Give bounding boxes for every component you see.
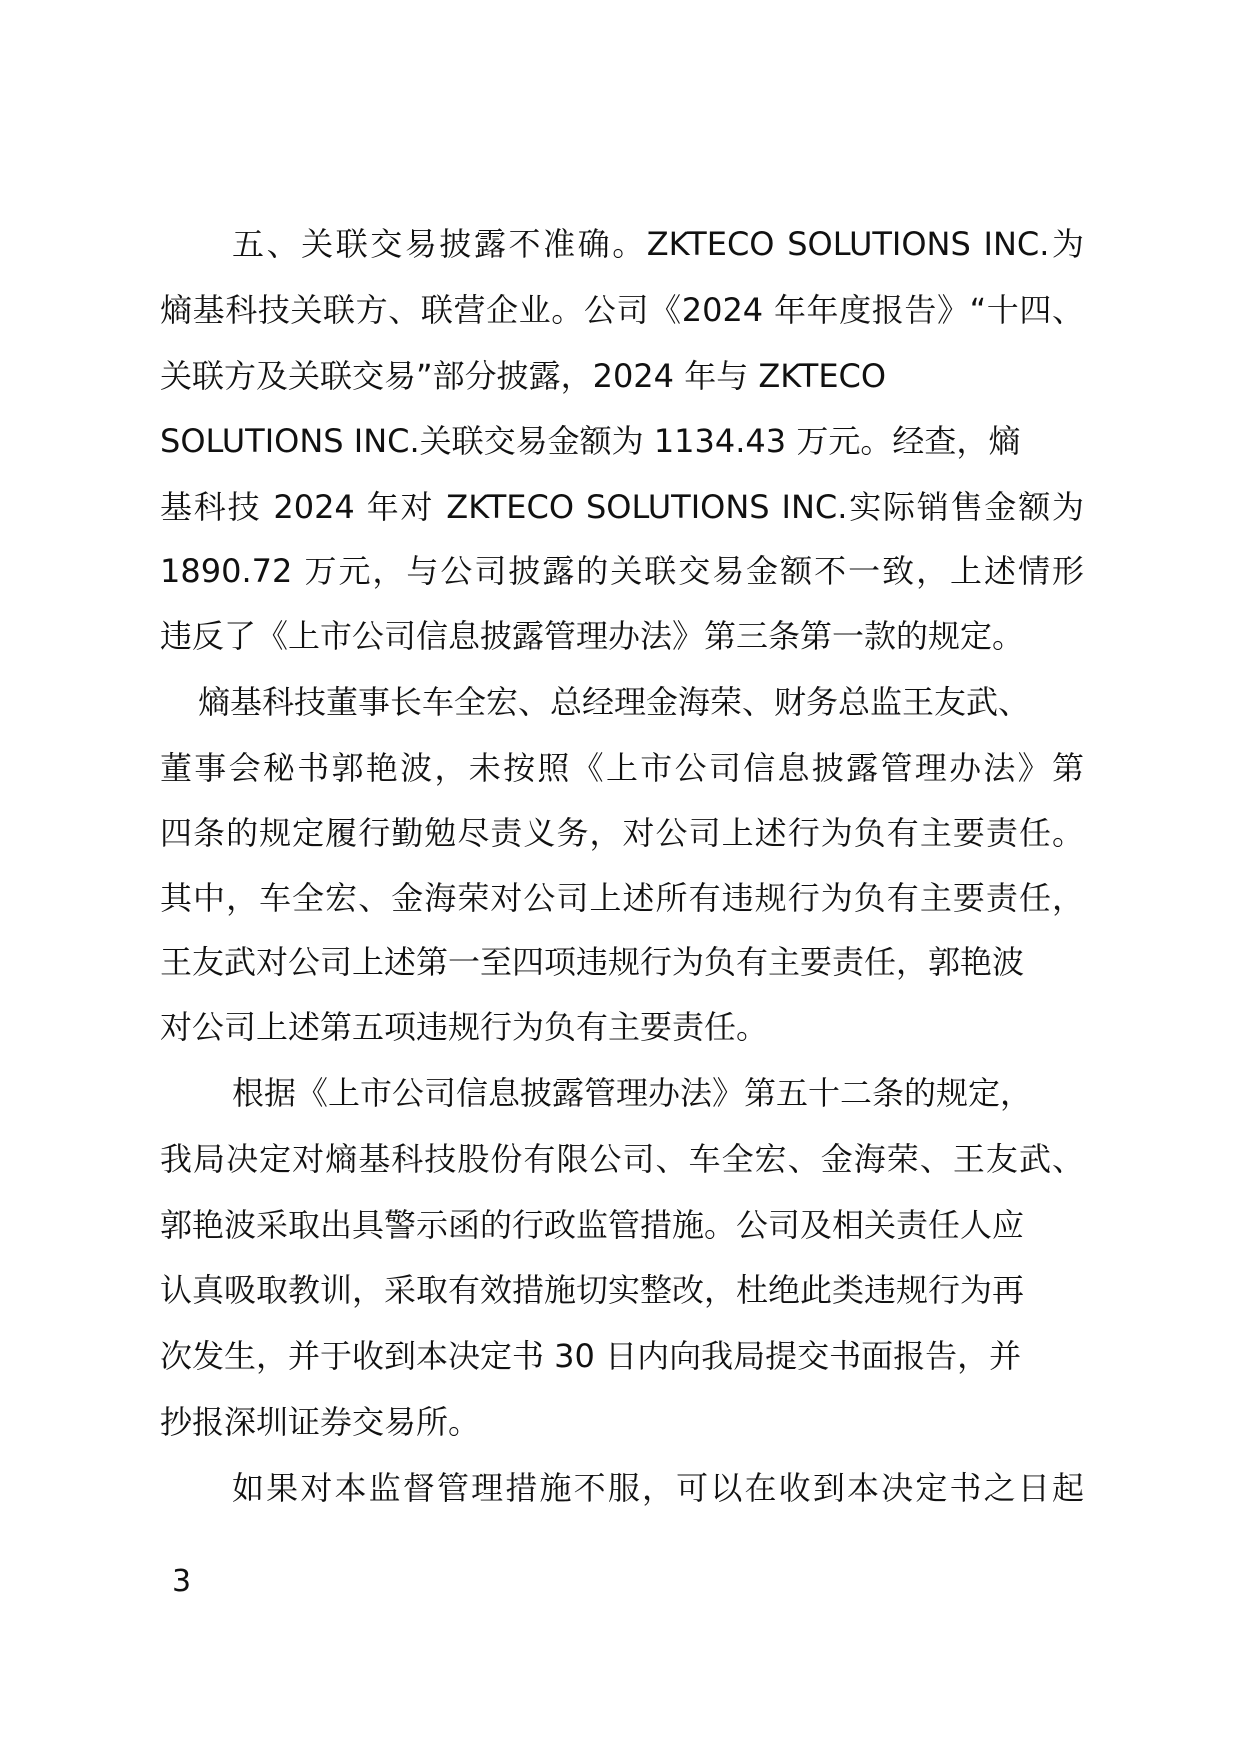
text-line: 董事会秘书郭艳波，未按照《上市公司信息披露管理办法》第: [160, 749, 1084, 787]
page-number: 3: [172, 1564, 192, 1599]
text-line: 次发生，并于收到本决定书 30 日内向我局提交书面报告，并: [160, 1337, 1022, 1375]
text-line: 如果对本监督管理措施不服，可以在收到本决定书之日起: [232, 1469, 1084, 1507]
text-line: 关联方及关联交易”部分披露，2024 年与 ZKTECO: [160, 357, 887, 395]
text-line: 其中，车全宏、金海荣对公司上述所有违规行为负有主要责任，: [160, 879, 1084, 917]
text-line: 基科技 2024 年对 ZKTECO SOLUTIONS INC.实际销售金额为: [160, 488, 1084, 526]
text-line: 认真吸取教训，采取有效措施切实整改，杜绝此类违规行为再: [160, 1271, 1025, 1309]
text-line: 我局决定对熵基科技股份有限公司、车全宏、金海荣、王友武、: [160, 1140, 1084, 1178]
text-line: 熵基科技董事长车全宏、总经理金海荣、财务总监王友武、: [198, 683, 1031, 721]
text-line: 违反了《上市公司信息披露管理办法》第三条第一款的规定。: [160, 617, 1025, 655]
text-line: 四条的规定履行勤勉尽责义务，对公司上述行为负有主要责任。: [160, 814, 1084, 852]
text-line: 熵基科技关联方、联营企业。公司《2024 年年度报告》“十四、: [160, 291, 1084, 329]
text-line: 郭艳波采取出具警示函的行政监管措施。公司及相关责任人应: [160, 1206, 1025, 1244]
text-line: 五、关联交易披露不准确。ZKTECO SOLUTIONS INC.为: [232, 225, 1084, 263]
text-line: SOLUTIONS INC.关联交易金额为 1134.43 万元。经查，熵: [160, 422, 1021, 460]
text-line: 1890.72 万元，与公司披露的关联交易金额不一致，上述情形: [160, 552, 1084, 590]
text-line: 抄报深圳证券交易所。: [160, 1403, 481, 1441]
text-line: 对公司上述第五项违规行为负有主要责任。: [160, 1008, 769, 1046]
text-line: 根据《上市公司信息披露管理办法》第五十二条的规定，: [232, 1074, 1033, 1112]
text-line: 王友武对公司上述第一至四项违规行为负有主要责任，郭艳波: [160, 943, 1025, 981]
